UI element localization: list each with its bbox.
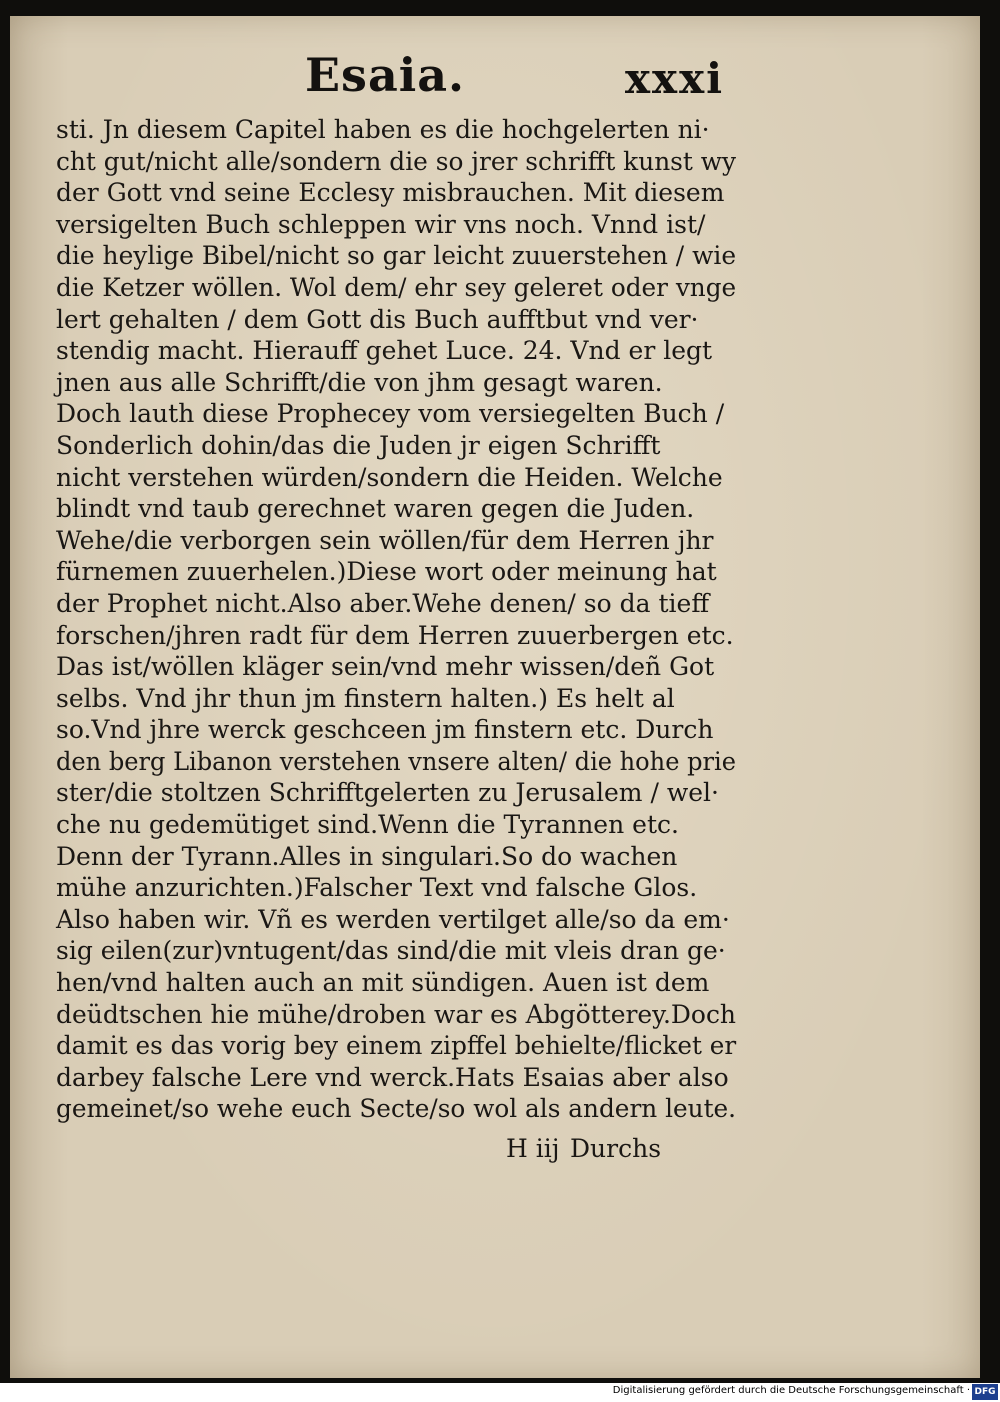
text-line: damit es das vorig bey einem zipffel behielte/flicket er	[56, 1031, 737, 1061]
text-line: Wehe/die verborgen sein wöllen/für dem Herren jhr	[56, 525, 714, 555]
text-line: deüdtschen hie mühe/droben war es Abgötterey.Doch	[56, 999, 737, 1029]
running-head: Esaia.	[305, 48, 466, 102]
footer-bar	[0, 1383, 1000, 1402]
text-line: forschen/jhren radt für dem Herren zuuerbergen etc.	[56, 620, 734, 650]
text-line: hen/vnd halten auch an mit sündigen. Auen ist dem	[56, 968, 710, 998]
text-line: Das ist/wöllen kläger sein/vnd mehr wissen/deñ Got	[56, 652, 715, 682]
text-line: selbs. Vnd jhr thun jm finstern halten.) Es helt al	[56, 683, 675, 713]
text-line: sig eilen(zur)vntugent/das sind/die mit vleis dran ge·	[56, 936, 726, 966]
text-line: Denn der Tyrann.Alles in singulari.So do wachen	[56, 841, 678, 871]
text-line: sti. Jn diesem Capitel haben es die hochgelerten ni·	[56, 115, 710, 144]
text-line: der Prophet nicht.Also aber.Wehe denen/ so da tieff	[56, 588, 710, 618]
text-line: Sonderlich dohin/das die Juden jr eigen Schrifft	[56, 430, 661, 460]
text-line: stendig macht. Hierauff gehet Luce. 24. Vnd er legt	[56, 336, 713, 366]
body-text	[56, 114, 736, 1125]
text-line: die heylige Bibel/nicht so gar leicht zuuerstehen / wie	[56, 241, 737, 271]
text-line: blindt vnd taub gerechnet waren gegen die Juden.	[56, 494, 695, 524]
text-line: jnen aus alle Schrifft/die von jhm gesagt waren.	[56, 367, 663, 397]
text-line: darbey falsche Lere vnd werck.Hats Esaias aber also	[56, 1062, 729, 1092]
page-header	[10, 48, 980, 108]
text-line: die Ketzer wöllen. Wol dem/ ehr sey geleret oder vnge	[56, 272, 737, 302]
folio-number: xxxi	[625, 54, 725, 103]
text-line: gemeinet/so wehe euch Secte/so wol als andern leute.	[56, 1094, 737, 1124]
text-line: ster/die stoltzen Schrifftgelerten zu Jerusalem / wel·	[56, 778, 719, 808]
catchword: Durchs	[570, 1134, 662, 1163]
text-line: che nu gedemütiget sind.Wenn die Tyrannen etc.	[56, 810, 679, 840]
text-line: den berg Libanon verstehen vnsere alten/ die hohe prie	[56, 746, 736, 776]
text-line: fürnemen zuuerhelen.)Diese wort oder meinung hat	[56, 557, 717, 587]
text-line: mühe anzurichten.)Falscher Text vnd falsche Glos.	[56, 873, 698, 903]
text-line: lert gehalten / dem Gott dis Buch aufftbut vnd ver·	[56, 304, 699, 334]
funding-credit: Digitalisierung gefördert durch die Deutsche Forschungsgemeinschaft ·	[612, 1385, 970, 1396]
text-line: nicht verstehen würden/sondern die Heiden. Welche	[56, 462, 723, 492]
dfg-logo: DFG	[972, 1384, 998, 1400]
signature-mark: H iij	[506, 1134, 560, 1163]
text-line: Also haben wir. Vñ es werden vertilget alle/so da em·	[56, 904, 730, 934]
text-line: Doch lauth diese Prophecey vom versiegelten Buch /	[56, 399, 725, 429]
text-line: so.Vnd jhre werck geschceen jm finstern etc. Durch	[56, 715, 714, 745]
book-page	[10, 16, 980, 1378]
text-line: versigelten Buch schleppen wir vns noch. Vnnd ist/	[56, 209, 706, 239]
text-line: cht gut/nicht alle/sondern die so jrer schrifft kunst wy	[56, 146, 737, 176]
text-line: der Gott vnd seine Ecclesy misbrauchen. Mit diesem	[56, 178, 725, 208]
